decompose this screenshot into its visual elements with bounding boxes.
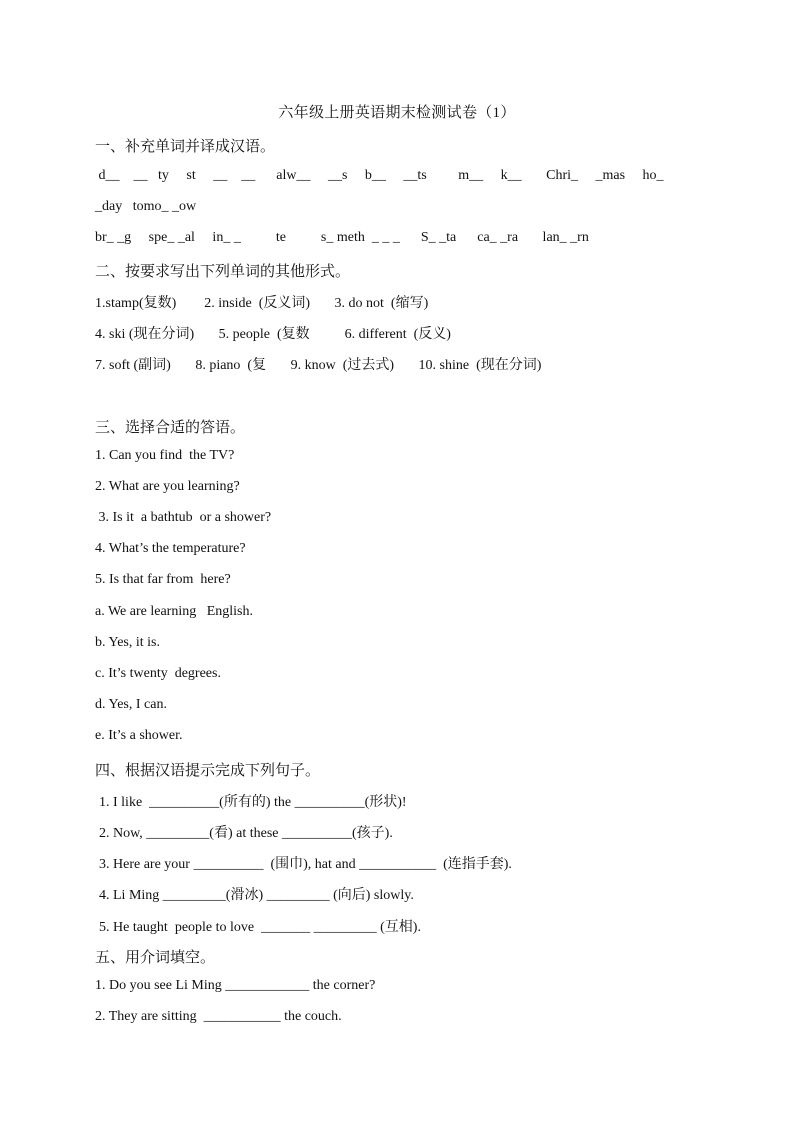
answer-option: a. We are learning English. xyxy=(95,604,254,619)
fill-in-sentence: 2. Now, _________(看) at these __________(孩子). xyxy=(99,826,393,841)
fill-in-sentence: 3. Here are your __________ (围巾), hat and ___________ (连指手套). xyxy=(99,857,512,872)
section-2-row-1: 1.stamp(复数) 2. inside (反义词) 3. do not (缩写) xyxy=(95,296,429,311)
page-title: 六年级上册英语期末检测试卷（1） xyxy=(278,105,516,121)
question-item: 3. Is it a bathtub or a shower? xyxy=(95,510,272,525)
question-item: 1. Can you find the TV? xyxy=(95,448,235,463)
answer-option: d. Yes, I can. xyxy=(95,697,167,712)
section-1-row-2: _day tomo_ _ow xyxy=(95,199,197,214)
answer-option: e. It’s a shower. xyxy=(95,728,183,743)
section-1-heading: 一、补充单词并译成汉语。 xyxy=(95,139,276,155)
section-3-heading: 三、选择合适的答语。 xyxy=(95,420,246,436)
section-2-heading: 二、按要求写出下列单词的其他形式。 xyxy=(95,264,351,280)
section-2-row-3: 7. soft (副词) 8. piano (复 9. know (过去式) 10. shine (现在分词) xyxy=(95,358,542,373)
answer-option: c. It’s twenty degrees. xyxy=(95,666,221,681)
section-4-heading: 四、根据汉语提示完成下列句子。 xyxy=(95,763,321,779)
answer-option: b. Yes, it is. xyxy=(95,635,160,650)
section-1-row-1: d__ __ ty st __ __ alw__ __s b__ __ts m__ k__ Chri_ _mas ho_ xyxy=(95,168,664,183)
section-2-row-2: 4. ski (现在分词) 5. people (复数 6. different (反义) xyxy=(95,327,451,342)
fill-in-sentence: 4. Li Ming _________(滑冰) _________ (向后) slowly. xyxy=(99,888,414,903)
question-item: 4. What’s the temperature? xyxy=(95,541,246,556)
fill-in-sentence: 5. He taught people to love _______ _________ (互相). xyxy=(99,920,421,935)
section-5-heading: 五、用介词填空。 xyxy=(95,950,216,966)
preposition-item: 2. They are sitting ___________ the couch. xyxy=(95,1009,342,1024)
question-item: 2. What are you learning? xyxy=(95,479,240,494)
section-1-row-3: br_ _g spe_ _al in_ _ te s_ meth _ _ _ S_ _ta ca_ _ra lan_ _rn xyxy=(95,230,589,245)
question-item: 5. Is that far from here? xyxy=(95,572,231,587)
fill-in-sentence: 1. I like __________(所有的) the __________(形状)! xyxy=(99,795,407,810)
preposition-item: 1. Do you see Li Ming ____________ the corner? xyxy=(95,978,376,993)
